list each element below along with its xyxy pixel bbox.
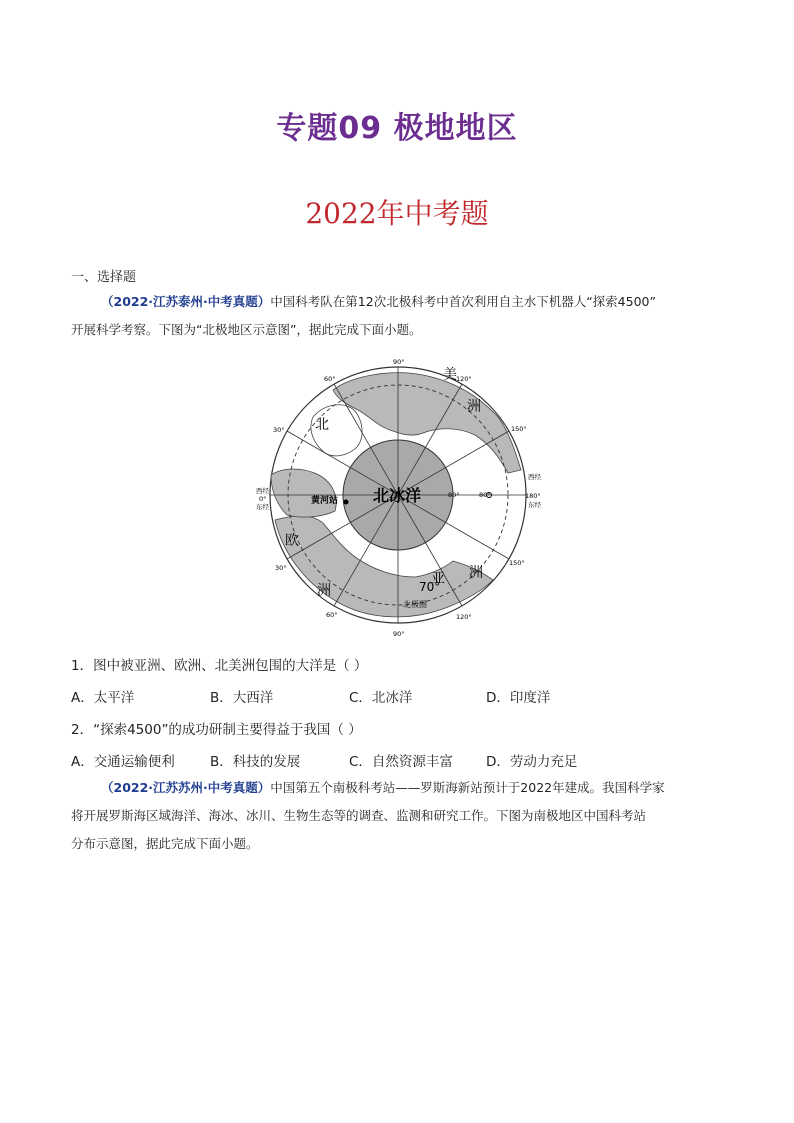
intro-line: 将开展罗斯海区域海洋、海冰、冰川、生物生态等的调查、监测和研究工作。下图为南极地区中国科考站 bbox=[71, 808, 647, 823]
q2-option-c[interactable]: C．自然资源丰富 bbox=[349, 754, 453, 770]
axis-label: 180° bbox=[525, 492, 541, 500]
q2-option-d[interactable]: D．劳动力充足 bbox=[486, 754, 578, 770]
intro-paragraph-1 bbox=[71, 288, 731, 344]
degree-label: 30° bbox=[273, 426, 285, 434]
intro-paragraph-2 bbox=[71, 774, 731, 858]
continent-label-zhou: 洲 bbox=[317, 583, 331, 599]
continent-label-ya: 亚 bbox=[431, 571, 445, 587]
degree-label: 90° bbox=[393, 630, 405, 638]
station-label: 黄河站 bbox=[311, 496, 339, 506]
q2-option-b[interactable]: B．科技的发展 bbox=[210, 754, 301, 770]
continent-label-zhou: 洲 bbox=[469, 565, 483, 581]
continent-label-zhou: 洲 bbox=[467, 399, 481, 415]
section-heading: 一、选择题 bbox=[71, 270, 137, 285]
axis-label: 西经 bbox=[256, 487, 269, 495]
degree-label: 60° bbox=[324, 375, 336, 383]
continent-label-ou: 欧 bbox=[285, 533, 299, 549]
intro-line: 分布示意图，据此完成下面小题。 bbox=[71, 836, 259, 851]
intro-line: 中国科考队在第12次北极科考中首次利用自主水下机器人“探索4500” bbox=[270, 294, 656, 309]
axis-label: 西经 bbox=[528, 473, 541, 481]
degree-label: 150° bbox=[509, 559, 525, 567]
degree-label: 60° bbox=[326, 611, 338, 619]
continent-label-mei: 美 bbox=[443, 367, 457, 383]
page-title: 专题09 极地地区 bbox=[276, 111, 518, 146]
arctic-map bbox=[253, 355, 543, 640]
degree-label: 80° bbox=[479, 491, 491, 499]
axis-label: 东经 bbox=[528, 501, 541, 509]
arctic-circle-label: 北极圈 bbox=[403, 600, 427, 609]
page-subtitle: 2022年中考题 bbox=[305, 197, 489, 230]
degree-label: 80° bbox=[448, 491, 460, 499]
axis-label: 东经 bbox=[256, 503, 269, 511]
degree-label: 30° bbox=[275, 564, 287, 572]
q1-option-c[interactable]: C．北冰洋 bbox=[349, 690, 413, 706]
intro-line: 中国第五个南极科考站——罗斯海新站预计于2022年建成。我国科学家 bbox=[270, 780, 665, 795]
degree-label: 120° bbox=[456, 613, 472, 621]
axis-label: 0° bbox=[259, 495, 267, 503]
degree-label: 150° bbox=[511, 425, 527, 433]
latitude-label: 70° bbox=[419, 580, 441, 594]
q1-option-a[interactable]: A．太平洋 bbox=[71, 690, 135, 706]
q1-option-b[interactable]: B．大西洋 bbox=[210, 690, 274, 706]
source-tag: （2022·江苏苏州·中考真题） bbox=[101, 780, 271, 795]
intro-line: 开展科学考察。下图为“北极地区示意图”，据此完成下面小题。 bbox=[71, 322, 422, 337]
q1-option-d[interactable]: D．印度洋 bbox=[486, 690, 551, 706]
continent-label-bei: 北 bbox=[315, 417, 329, 433]
ocean-label: 北冰洋 bbox=[373, 486, 422, 505]
source-tag: （2022·江苏泰州·中考真题） bbox=[101, 294, 271, 309]
station-marker bbox=[344, 500, 349, 505]
question-2-stem: 2．“探索4500”的成功研制主要得益于我国（ ） bbox=[71, 722, 362, 738]
q2-option-a[interactable]: A．交通运输便利 bbox=[71, 754, 175, 770]
degree-label: 90° bbox=[393, 358, 405, 366]
question-1-stem: 1．图中被亚洲、欧洲、北美洲包围的大洋是（ ） bbox=[71, 658, 368, 674]
degree-label: 120° bbox=[456, 375, 472, 383]
